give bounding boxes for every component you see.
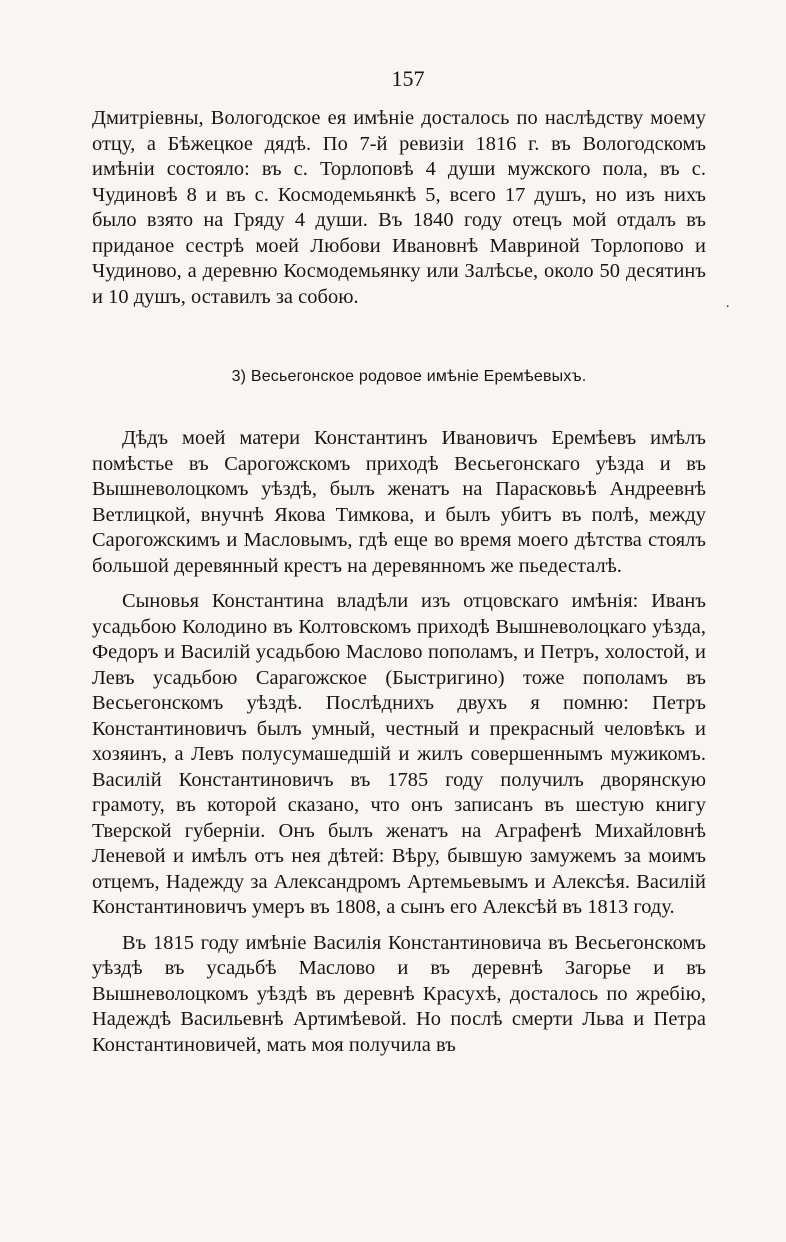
paragraph-vologda-estate: Дмитріевны, Вологодское ея имѣніе досталось по наслѣдству моему отцу, а Бѣжецкое дядѣ. По 7-й ревизіи 1816 г. въ Вологодскомъ имѣніи состояло: въ с. Торлоповѣ 4 души мужского пола, въ с. Чудиновѣ 8 и въ с. Космодемьянкѣ 5, всего 17 душъ, но изъ нихъ было взято на Гряду 4 души. Въ 1840 году отецъ мой отдалъ въ приданое сестрѣ моей Любови Ивановнѣ Мавриной Торлопово и Чудиново, а деревню Космодемьянку или Залѣсье, около 50 десятинъ и 10 душъ, оставилъ за собою. <box>92 107 706 308</box>
section-heading: 3) Весьегонское родовое имѣніе Еремѣевыхъ. <box>231 368 587 385</box>
page-number: 157 <box>391 66 425 91</box>
margin-mark: · <box>725 300 730 315</box>
paragraph-estate-1815: Въ 1815 году имѣніе Василія Константиновича въ Весьегонскомъ уѣздѣ въ усадьбѣ Маслово и въ деревнѣ Загорье и въ Вышневолоцкомъ уѣздѣ въ деревнѣ Красухѣ, досталось по жребію, Надеждѣ Васильевнѣ Артимѣевой. Но послѣ смерти Льва и Петра Константиновичей, мать моя получила въ <box>92 931 706 1056</box>
paragraph-grandfather: Дѣдъ моей матери Константинъ Ивановичъ Еремѣевъ имѣлъ помѣстье въ Сарогожскомъ приходѣ Весьегонскаго уѣзда и въ Вышневолоцкомъ уѣздѣ, былъ женатъ на Парасковьѣ Андреевнѣ Ветлицкой, внучнѣ Якова Тимкова, и былъ убитъ въ полѣ, между Сарогожскимъ и Масловымъ, гдѣ еще во время моего дѣтства стоялъ большой деревянный крестъ на деревянномъ же пьедесталѣ. <box>92 427 706 577</box>
paragraph-sons: Сыновья Константина владѣли изъ отцовскаго имѣнія: Иванъ усадьбою Колодино въ Колтовскомъ приходѣ Вышневолоцкаго уѣзда, Федоръ и Василій усадьбою Маслово пополамъ, и Петръ, холостой, и Левъ усадьбою Сарагожское (Быстригино) тоже пополамъ въ Весьегонскомъ уѣздѣ. Послѣднихъ двухъ я помню: Петръ Константиновичъ былъ умный, честный и прекрасный человѣкъ и хозяинъ, а Левъ полусумашедшій и жилъ совершеннымъ мужикомъ. Василій Константиновичъ въ 1785 году получилъ дворянскую грамоту, въ которой сказано, что онъ записанъ въ шестую книгу Тверской губерніи. Онъ былъ женатъ на Аграфенѣ Михайловнѣ Леневой и имѣлъ отъ нея дѣтей: Вѣру, бывшую замужемъ за моимъ отцемъ, Надежду за Александромъ Артемьевымъ и Алексѣя. Василій Константиновичъ умеръ въ 1808, а сынъ его Алексѣй въ 1813 году. <box>92 590 706 918</box>
